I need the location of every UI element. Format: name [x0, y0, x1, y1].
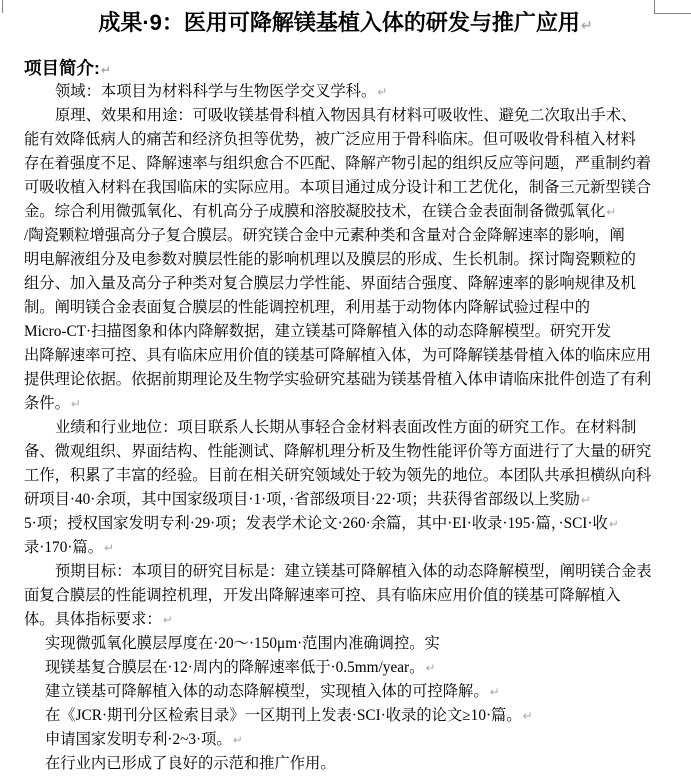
text-line-content: 组分、加入量及高分子种类对复合膜层力学性能、界面结合强度、降解速率的影响规律及机: [24, 275, 636, 292]
paragraph-mark-icon: ↵: [70, 397, 81, 411]
text-line-content: 体。具体指标要求：: [24, 611, 162, 628]
text-line-content: 能有效降低病人的痛苦和经济负担等优势，被广泛应用于骨科临床。但可吸收骨科植入材料: [24, 131, 636, 148]
paragraph-mark-icon: ↵: [580, 493, 591, 507]
text-line-content: 备、微观组织、界面结构、性能测试、降解机理分析及生物性能评价等方面进行了大量的研究: [24, 443, 652, 460]
text-line: [24, 176, 672, 200]
document-title: [0, 9, 691, 39]
paragraph-mark-icon: ↵: [425, 661, 436, 675]
text-line-content: 5·项；授权国家发明专利·29·项；发表学术论文·260·余篇，其中·EI·收录·195·篇，·SCI·收: [24, 515, 608, 532]
text-line-content: 实现微弧氧化膜层厚度在·20～·150μm·范围内准确调控。实: [45, 635, 440, 652]
text-line-content: 可吸收植入材料在我国临床的实际应用。本项目通过成分设计和工艺优化，制备三元新型镁合: [24, 179, 652, 196]
text-line: [24, 704, 672, 728]
text-line: [24, 488, 672, 512]
text-line-content: 面复合膜层的性能调控机理，开发出降解速率可控、具有临床应用价值的镁基可降解植入: [24, 587, 621, 604]
paragraph-mark-icon: ↵: [522, 709, 533, 723]
text-line: [24, 200, 672, 224]
text-line: [24, 584, 672, 608]
text-line-content: 预期目标：本项目的研究目标是：建立镁基可降解植入体的动态降解模型，阐明镁合金表: [55, 563, 652, 580]
text-line: [24, 272, 672, 296]
text-line: [24, 368, 672, 392]
text-line: [24, 416, 672, 440]
text-line-content: 制。阐明镁合金表面复合膜层的性能调控机理，利用基于动物体内降解试验过程中的: [24, 299, 590, 316]
text-line: [24, 680, 672, 704]
text-line-content: 在《JCR·期刊分区检索目录》一区期刊上发表·SCI·收录的论文≥10·篇。: [45, 707, 522, 724]
text-line-content: 现镁基复合膜层在·12·周内的降解速率低于·0.5mm/year。: [45, 659, 425, 676]
text-line-content: 提供理论依据。依据前期理论及生物学实验研究基础为镁基骨植入体申请临床批件创造了有利: [24, 371, 652, 388]
text-line: [24, 632, 672, 656]
text-line-content: 领域：本项目为材料科学与生物医学交叉学科。: [55, 83, 377, 100]
text-line: [24, 752, 672, 776]
paragraph-mark-icon: ↵: [232, 733, 243, 747]
text-line-content: /陶瓷颗粒增强高分子复合膜层。研究镁合金中元素种类和含量对合金降解速率的影响，阐: [24, 227, 625, 244]
text-line: [24, 320, 672, 344]
text-line: [24, 296, 672, 320]
paragraph-mark-icon: ↵: [580, 17, 593, 33]
text-line-content: 研项目·40·余项，其中国家级项目·1·项，·省部级项目·22·项；共获得省部级以上奖励: [24, 491, 580, 508]
paragraph-mark-icon: ↵: [377, 85, 388, 99]
section-heading-text: 项目简介:: [24, 58, 100, 78]
text-line: [24, 344, 672, 368]
text-line-content: 出降解速率可控、具有临床应用价值的镁基可降解植入体，为可降解镁基骨植入体的临床应用: [24, 347, 652, 364]
paragraph-mark-icon: ↵: [608, 517, 619, 531]
paragraph-mark-icon: ↵: [104, 541, 115, 555]
text-line: [24, 152, 672, 176]
text-line: [24, 656, 672, 680]
paragraph-mark-icon: ↵: [162, 613, 173, 627]
text-line: [24, 464, 672, 488]
text-line: [24, 392, 672, 416]
text-line: [24, 512, 672, 536]
text-line: [24, 248, 672, 272]
text-line-content: 录·170·篇。: [24, 539, 104, 556]
text-line: [24, 128, 672, 152]
text-line-content: 建立镁基可降解植入体的动态降解模型，实现植入体的可控降解。: [45, 683, 489, 700]
text-line: [24, 104, 672, 128]
text-line-content: 工作，积累了丰富的经验。目前在相关研究领域处于较为领先的地位。本团队共承担横纵向科: [24, 467, 652, 484]
text-line-content: 原理、效果和用途：可吸收镁基骨科植入物因具有材料可吸收性、避免二次取出手术、: [55, 107, 637, 124]
text-line: [24, 560, 672, 584]
text-line-content: 在行业内已形成了良好的示范和推广作用。: [45, 755, 336, 772]
text-line-content: 金。综合利用微弧氧化、有机高分子成膜和溶胶凝胶技术，在镁合金表面制备微弧氧化: [24, 203, 606, 220]
text-line: [24, 80, 672, 104]
text-line-content: 申请国家发明专利·2~3·项。: [45, 731, 232, 748]
paragraph-mark-icon: ↵: [606, 205, 617, 219]
text-line: [24, 440, 672, 464]
text-line: [24, 608, 672, 632]
paragraph-mark-icon: ↵: [100, 63, 111, 77]
paragraph-mark-icon: ↵: [489, 685, 500, 699]
text-line-content: 明电解液组分及电参数对膜层性能的影响机理以及膜层的形成、生长机制。探讨陶瓷颗粒的: [24, 251, 636, 268]
text-line-content: 存在着强度不足、降解速率与组织愈合不匹配、降解产物引起的组织反应等问题，严重制约着: [24, 155, 652, 172]
section-heading: [24, 57, 111, 81]
text-line-content: 条件。: [24, 395, 70, 412]
text-line-content: 业绩和行业地位：项目联系人长期从事轻合金材料表面改性方面的研究工作。在材料制: [55, 419, 637, 436]
document-body: [24, 80, 672, 772]
text-line-content: Micro-CT·扫描图象和体内降解数据，建立镁基可降解植入体的动态降解模型。研究开发: [24, 323, 612, 340]
text-line: [24, 536, 672, 560]
document-title-text: 成果·9：医用可降解镁基植入体的研发与推广应用: [98, 10, 580, 35]
text-line: [24, 224, 672, 248]
text-line: [24, 728, 672, 752]
